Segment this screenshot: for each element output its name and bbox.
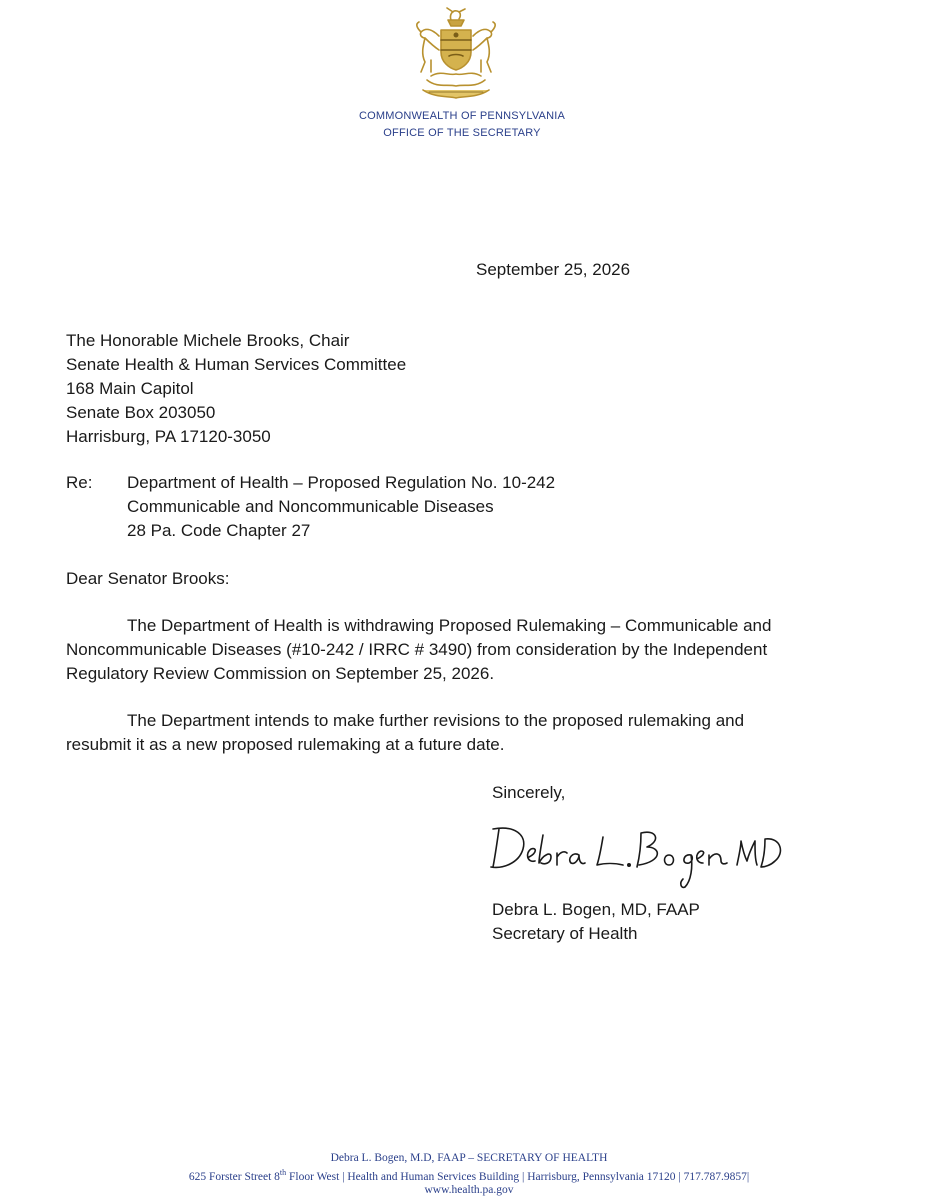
letterhead-line-2: OFFICE OF THE SECRETARY (383, 127, 541, 139)
re-line-2: Communicable and Noncommunicable Diseases (127, 497, 494, 516)
re-label: Re: (66, 473, 93, 492)
footer-address-part-1: 625 Forster Street 8 (188, 1170, 280, 1183)
body-paragraph-2 (66, 709, 856, 757)
pennsylvania-seal-icon (401, 6, 511, 104)
footer-line-1: Debra L. Bogen, M.D, FAAP – SECRETARY OF HEALTH (330, 1152, 608, 1164)
signer-name: Debra L. Bogen, MD, FAAP (492, 900, 700, 919)
re-line-3: 28 Pa. Code Chapter 27 (127, 521, 311, 540)
recipient-line-3: 168 Main Capitol (66, 379, 194, 398)
paragraph-1-line-1: The Department of Health is withdrawing Proposed Rulemaking – Communicable and (127, 616, 772, 635)
handwritten-signature (485, 815, 785, 895)
paragraph-2-line-2: resubmit it as a new proposed rulemaking at a future date. (66, 735, 505, 754)
recipient-line-1: The Honorable Michele Brooks, Chair (66, 331, 350, 350)
footer-address-part-2: Floor West | Health and Human Services Building | Harrisburg, Pennsylvania 17120 | 717.787.9857| (286, 1170, 750, 1183)
letter-date: September 25, 2026 (476, 260, 631, 279)
recipient-line-4: Senate Box 203050 (66, 403, 216, 422)
footer-address-superscript: th (279, 1168, 287, 1177)
paragraph-1-line-3: Regulatory Review Commission on September 25, 2026. (66, 664, 495, 683)
salutation: Dear Senator Brooks: (66, 569, 230, 588)
footer-address (0, 1168, 938, 1183)
footer-website-link[interactable]: www.health.pa.gov (424, 1184, 514, 1196)
closing: Sincerely, (492, 783, 566, 802)
recipient-line-5: Harrisburg, PA 17120-3050 (66, 427, 271, 446)
letterhead-line-1: COMMONWEALTH OF PENNSYLVANIA (358, 110, 566, 122)
re-line-1: Department of Health – Proposed Regulation No. 10-242 (127, 473, 556, 492)
paragraph-1-line-2: Noncommunicable Diseases (#10-242 / IRRC # 3490) from consideration by the Independent (66, 640, 768, 659)
body-paragraph-1 (66, 614, 856, 686)
paragraph-2-line-1: The Department intends to make further revisions to the proposed rulemaking and (127, 711, 745, 730)
signer-title: Secretary of Health (492, 924, 638, 943)
recipient-line-2: Senate Health & Human Services Committee (66, 355, 407, 374)
